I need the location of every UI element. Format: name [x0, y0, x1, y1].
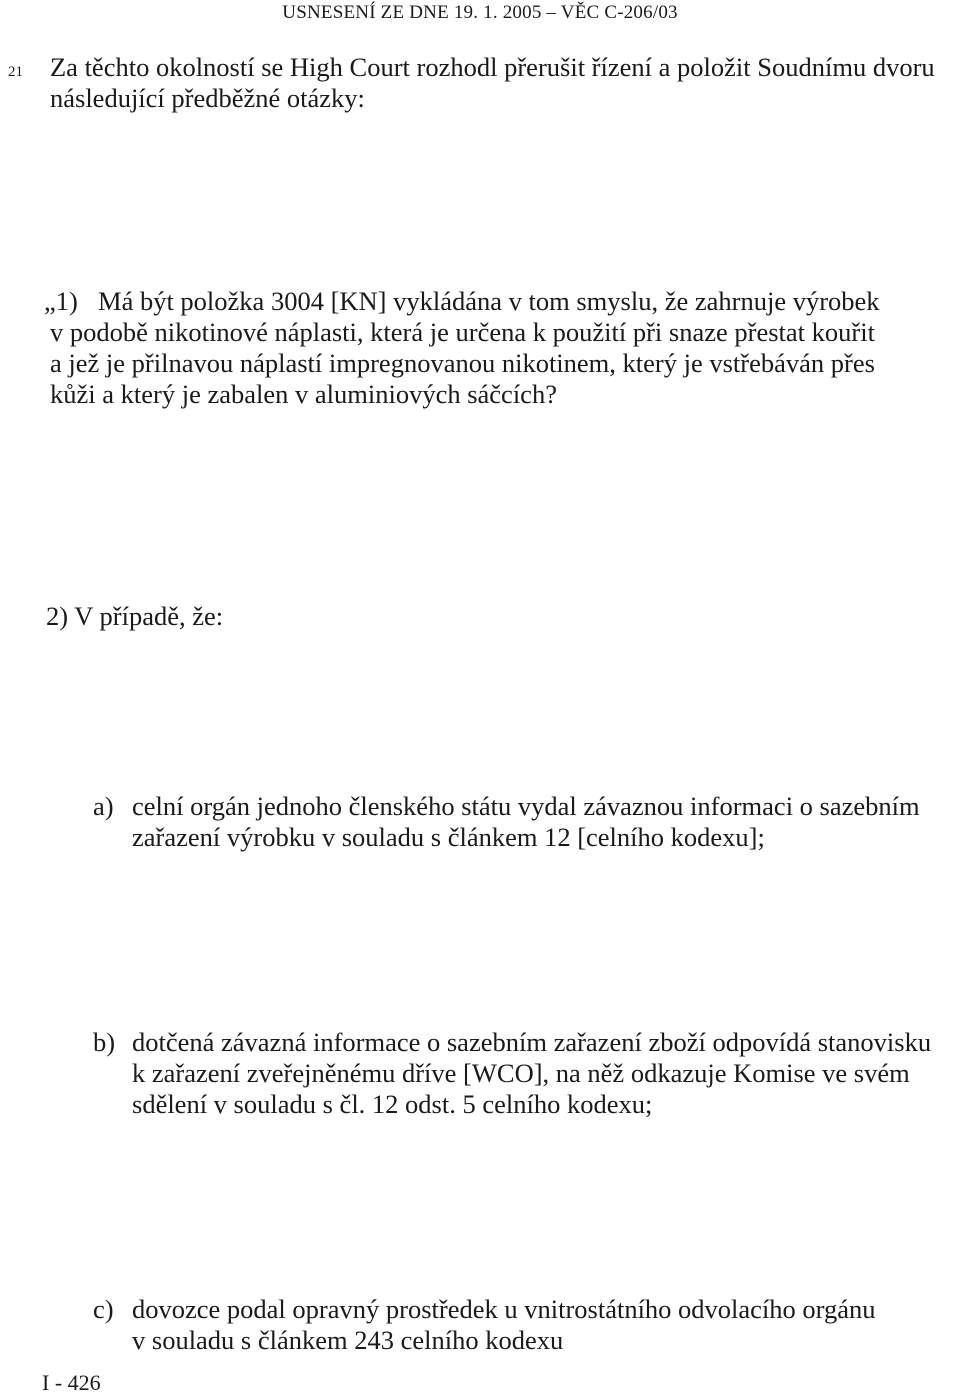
item-c-line: v souladu s článkem 243 celního kodexu: [132, 1325, 564, 1355]
question-1-label: „1): [44, 286, 78, 316]
paragraph-line: Za těchto okolností se High Court rozhodl přerušit řízení a položit Soudnímu dvoru: [50, 52, 935, 82]
page-number: I - 426: [42, 1370, 101, 1395]
page-header: USNESENÍ ZE DNE 19. 1. 2005 – VĚC C-206/03: [282, 2, 678, 23]
question-1-line: v podobě nikotinové náplasti, která je určena k použití při snaze přestat kouřit: [50, 317, 875, 347]
question-2-intro: 2) V případě, že:: [46, 601, 224, 631]
item-b-line: k zařazení zveřejněnému dříve [WCO], na něž odkazuje Komise ve svém: [132, 1058, 910, 1088]
item-b-line: dotčená závazná informace o sazebním zařazení zboží odpovídá stanovisku: [132, 1027, 932, 1057]
question-1-line: Má být položka 3004 [KN] vykládána v tom smyslu, že zahrnuje výrobek: [98, 286, 880, 316]
item-a-label: a): [93, 791, 114, 821]
item-c-line: dovozce podal opravný prostředek u vnitrostátního odvolacího orgánu: [132, 1294, 876, 1324]
question-1-line: kůži a který je zabalen v aluminiových sáčcích?: [50, 379, 557, 409]
item-a-line: celní orgán jednoho členského státu vydal závaznou informaci o sazebním: [132, 791, 920, 821]
item-c-label: c): [93, 1294, 114, 1324]
item-a-line: zařazení výrobku v souladu s článkem 12 [celního kodexu];: [132, 822, 765, 852]
item-b-line: sdělení v souladu s čl. 12 odst. 5 celního kodexu;: [132, 1089, 653, 1119]
question-1-line: a jež je přilnavou náplastí impregnovanou nikotinem, který je vstřebáván přes: [50, 348, 875, 378]
paragraph-line: následující předběžné otázky:: [50, 83, 365, 113]
paragraph-number: 21: [8, 64, 23, 80]
item-b-label: b): [93, 1027, 116, 1057]
